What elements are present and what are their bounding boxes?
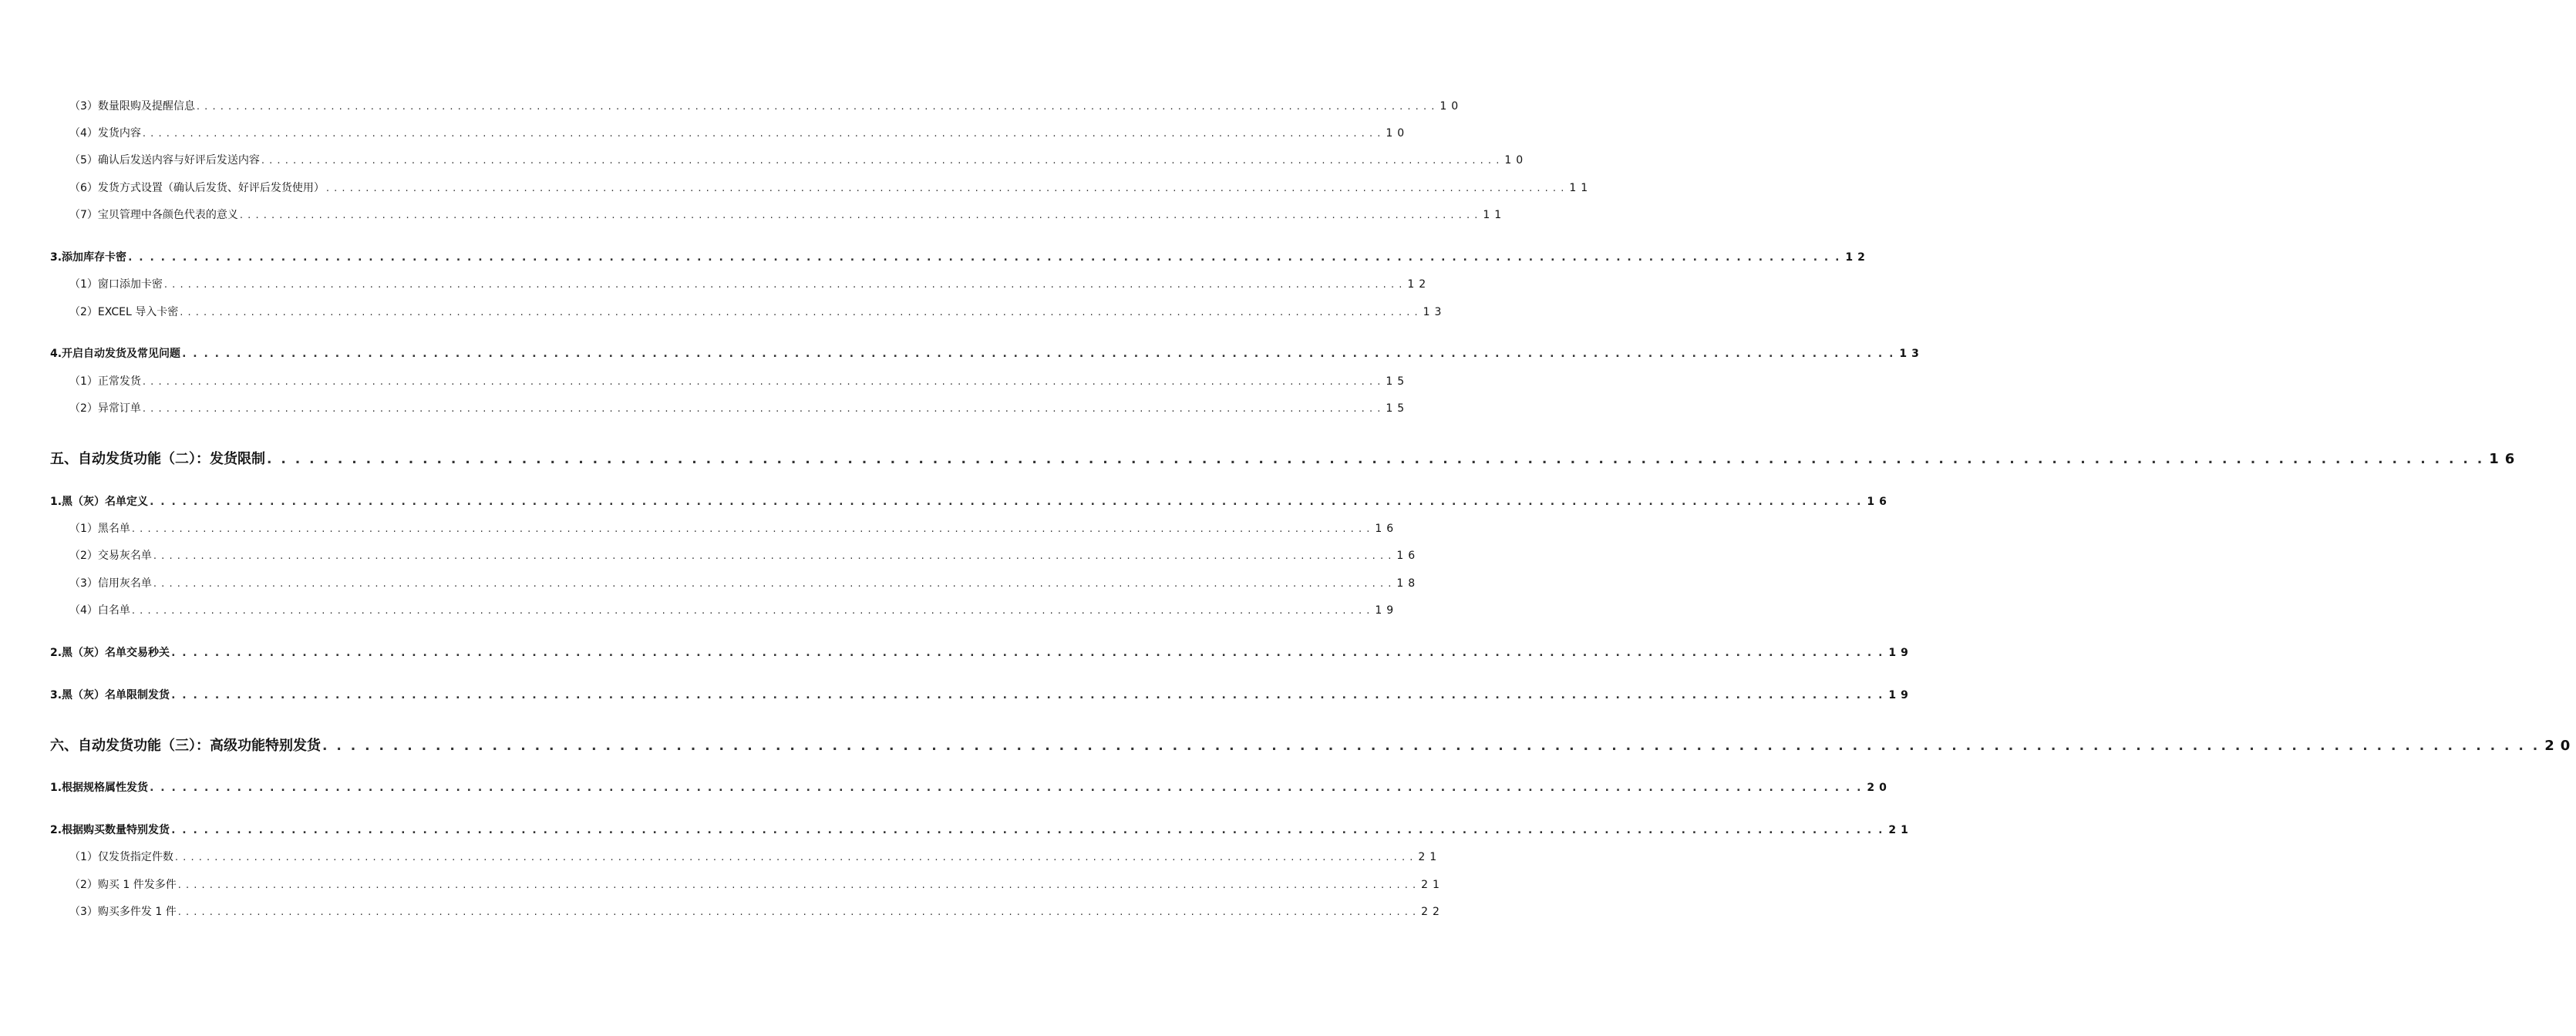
toc-page-number: 16 — [1375, 523, 1399, 535]
toc-entry[interactable] — [50, 687, 1913, 702]
toc-dot-leader — [171, 824, 1884, 836]
toc-entry[interactable] — [50, 345, 1924, 361]
toc-entry-title: （2）异常订单 — [69, 402, 141, 415]
toc-dot-leader — [178, 906, 1416, 918]
toc-entry[interactable] — [69, 547, 1420, 563]
toc-dot-leader — [326, 183, 1564, 194]
toc-page-number: 13 — [1423, 306, 1446, 318]
toc-page-number: 21 — [1421, 879, 1444, 891]
toc-entry[interactable] — [69, 98, 1463, 113]
toc-page-number: 19 — [1375, 604, 1399, 617]
toc-dot-leader — [240, 210, 1478, 221]
toc-entry[interactable] — [50, 822, 1913, 837]
toc-dot-leader — [150, 496, 1862, 508]
toc-page-number: 12 — [1407, 278, 1431, 291]
toc-dot-leader — [132, 605, 1370, 617]
toc-entry-title: （2）购买 1 件发多件 — [69, 879, 177, 891]
toc-dot-leader — [322, 738, 2540, 754]
toc-entry-title: （4）发货内容 — [69, 127, 141, 140]
toc-entry-title: （4）白名单 — [69, 604, 130, 617]
toc-dot-leader — [182, 348, 1894, 360]
toc-entry[interactable] — [69, 520, 1399, 536]
toc-entry[interactable] — [69, 373, 1409, 388]
toc-page-number: 18 — [1396, 577, 1420, 590]
toc-dot-leader — [267, 452, 2484, 467]
toc-entry-title: （1）窗口添加卡密 — [69, 278, 163, 291]
toc-entry-title: （1）仅发货指定件数 — [69, 851, 173, 863]
toc-entry-title: 2.根据购买数量特别发货 — [50, 824, 170, 836]
toc-entry[interactable] — [69, 152, 1528, 167]
toc-dot-leader — [178, 880, 1416, 891]
toc-entry[interactable] — [50, 735, 2576, 755]
toc-entry[interactable] — [69, 180, 1593, 195]
toc-entry-title: 六、自动发货功能（三）：高级功能特别发货 — [50, 738, 321, 754]
toc-entry-title: 3.黑（灰）名单限制发货 — [50, 689, 170, 701]
toc-entry-title: 2.黑（灰）名单交易秒关 — [50, 647, 170, 659]
toc-dot-leader — [150, 782, 1862, 794]
toc-entry[interactable] — [69, 400, 1409, 415]
toc-entry-title: （3）信用灰名单 — [69, 577, 152, 590]
toc-page-number: 11 — [1483, 209, 1507, 221]
toc-page-number: 21 — [1888, 824, 1913, 836]
toc-entry[interactable] — [50, 448, 2521, 468]
toc-dot-leader — [197, 101, 1435, 113]
toc-entry-title: （1）黑名单 — [69, 523, 130, 535]
toc-dot-leader — [153, 550, 1392, 562]
toc-entry-title: （2）EXCEL 导入卡密 — [69, 306, 179, 318]
toc-page-number: 19 — [1888, 689, 1913, 701]
toc-entry[interactable] — [69, 876, 1444, 892]
toc-dot-leader — [261, 155, 1500, 166]
toc-entry[interactable] — [50, 493, 1891, 509]
toc-dot-leader — [175, 852, 1413, 863]
toc-dot-leader — [180, 307, 1418, 318]
toc-entry[interactable] — [69, 849, 1442, 864]
toc-entry[interactable] — [69, 207, 1507, 222]
toc-page-number: 10 — [1504, 154, 1528, 166]
toc-entry[interactable] — [69, 125, 1409, 140]
toc-entry[interactable] — [69, 602, 1399, 617]
toc-entry-title: 4.开启自动发货及常见问题 — [50, 348, 181, 360]
toc-dot-leader — [143, 403, 1381, 415]
toc-entry-title: （6）发货方式设置（确认后发货、好评后发货使用） — [69, 182, 325, 194]
toc-entry-title: （1）正常发货 — [69, 375, 141, 388]
toc-entry-title: 1.根据规格属性发货 — [50, 782, 149, 794]
toc-entry-title: 五、自动发货功能（二）：发货限制 — [50, 451, 265, 467]
toc-dot-leader — [171, 647, 1884, 659]
toc-entry[interactable] — [69, 575, 1420, 590]
toc-page-number: 19 — [1888, 647, 1913, 659]
toc-dot-leader — [143, 376, 1381, 388]
toc-entry[interactable] — [50, 644, 1913, 660]
toc-dot-leader — [132, 523, 1370, 535]
toc-entry-title: （5）确认后发送内容与好评后发送内容 — [69, 154, 260, 166]
toc-entry-title: （3）购买多件发 1 件 — [69, 906, 177, 918]
toc-page-number: 15 — [1386, 402, 1409, 415]
toc-entry-title: （7）宝贝管理中各颜色代表的意义 — [69, 209, 238, 221]
toc-page-number: 10 — [1386, 127, 1409, 140]
toc-dot-leader — [128, 251, 1840, 264]
toc-page-number: 16 — [1867, 496, 1891, 508]
toc-dot-leader — [153, 578, 1392, 590]
toc-entry-title: 1.黑（灰）名单定义 — [50, 496, 149, 508]
toc-page-number: 16 — [1396, 550, 1420, 562]
toc-page-number: 15 — [1386, 375, 1409, 388]
toc-entry-title: （3）数量限购及提醒信息 — [69, 100, 195, 113]
toc-page-number: 11 — [1569, 182, 1593, 194]
toc-page-number: 16 — [2489, 451, 2521, 467]
toc-page-number: 12 — [1845, 251, 1870, 264]
toc-entry[interactable] — [50, 249, 1870, 264]
toc-page-number: 13 — [1899, 348, 1924, 360]
toc-page-number: 22 — [1421, 906, 1444, 918]
toc-dot-leader — [143, 128, 1381, 140]
toc-dot-leader — [171, 689, 1884, 701]
toc-page-number: 21 — [1418, 851, 1442, 863]
toc-entry[interactable] — [50, 779, 1891, 795]
toc-entry-title: 3.添加库存卡密 — [50, 251, 127, 264]
toc-dot-leader — [164, 279, 1402, 291]
toc-entry[interactable] — [69, 903, 1444, 919]
toc-page-number: 20 — [2544, 738, 2576, 754]
toc-page-number: 20 — [1867, 782, 1891, 794]
toc-entry-title: （2）交易灰名单 — [69, 550, 152, 562]
toc-page-number: 10 — [1440, 100, 1463, 113]
toc-entry[interactable] — [69, 304, 1446, 319]
toc-entry[interactable] — [69, 276, 1431, 291]
